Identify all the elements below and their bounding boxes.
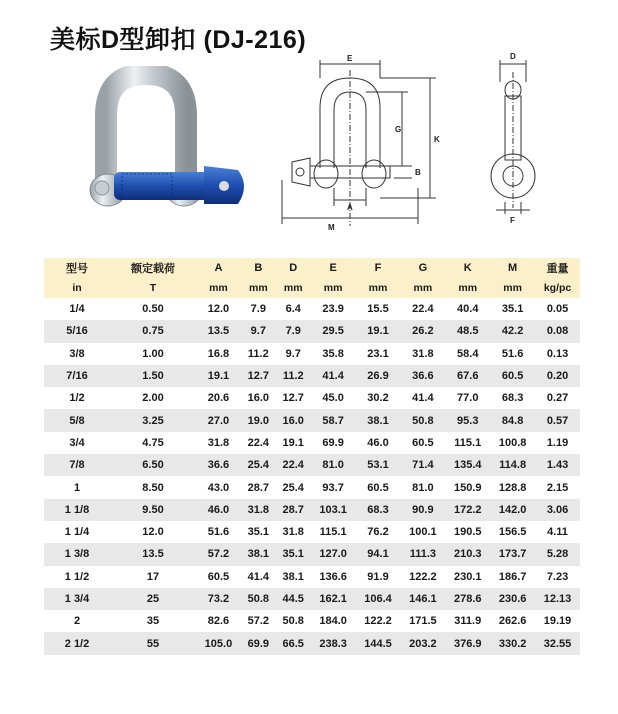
table-cell: 68.3	[356, 499, 401, 521]
table-cell: 6.50	[110, 454, 196, 476]
table-cell: 230.6	[490, 588, 535, 610]
table-cell: 136.6	[319, 570, 347, 583]
table-cell: 31.8	[282, 526, 304, 539]
header-cell: 额定载荷	[110, 258, 196, 278]
header-cell: E	[311, 258, 356, 278]
table-cell: 35.1	[247, 526, 270, 539]
table-cell: 1/4	[69, 303, 85, 316]
table-cell: 4.75	[142, 436, 164, 449]
table-cell: 115.1	[454, 436, 482, 449]
table-cell: 50.8	[282, 615, 304, 628]
table-cell: 330.2	[490, 632, 535, 654]
table-cell: 1/2	[69, 392, 85, 405]
unit-cell: mm	[276, 278, 311, 298]
table-cell: 35.1	[501, 303, 524, 316]
table-body	[44, 298, 580, 655]
table-cell: 23.1	[367, 347, 389, 360]
table-cell: 60.5	[207, 570, 230, 583]
table-cell: 1	[73, 481, 81, 494]
table-cell: 3.06	[535, 499, 580, 521]
table-row	[44, 409, 580, 431]
table-cell: 60.5	[490, 365, 535, 387]
dim-label-g: G	[395, 125, 402, 134]
header-cell: B	[241, 258, 276, 278]
header-cell: M	[490, 258, 535, 278]
table-cell: 35	[146, 615, 160, 628]
table-cell: 58.4	[457, 347, 479, 360]
table-cell: 27.0	[196, 409, 241, 431]
table-cell: 51.6	[501, 347, 524, 360]
table-cell: 45.0	[322, 392, 344, 405]
table-cell: 7.9	[250, 303, 266, 316]
table-cell: 12.7	[282, 392, 304, 405]
table-cell: 150.9	[453, 481, 482, 494]
table-cell: 11.2	[247, 347, 269, 360]
table-header-row	[44, 258, 580, 278]
table-cell: 9.50	[110, 499, 196, 521]
table-cell: 3/8	[69, 347, 85, 360]
table-row	[44, 343, 580, 365]
table-cell: 1 3/4	[44, 588, 110, 610]
unit-cell: mm	[400, 278, 445, 298]
table-cell: 69.9	[322, 436, 344, 449]
table-cell: 16.8	[207, 347, 230, 360]
table-cell: 16.0	[276, 409, 311, 431]
table-cell: 106.4	[356, 588, 401, 610]
table-cell: 9.7	[241, 320, 276, 342]
shackle-side-drawing	[478, 52, 548, 227]
table-cell: 1.19	[546, 436, 569, 449]
dim-label-e: E	[347, 54, 353, 63]
table-cell: 262.6	[498, 615, 527, 628]
table-cell: 69.9	[241, 632, 276, 654]
table-cell: 32.55	[535, 632, 580, 654]
table-cell: 100.1	[409, 526, 437, 539]
dim-label-k: K	[434, 135, 440, 144]
table-cell: 93.7	[322, 481, 344, 494]
table-cell: 9.7	[285, 347, 301, 360]
table-cell: 19.1	[282, 436, 304, 449]
table-cell: 11.2	[276, 365, 311, 387]
table-cell: 13.5	[110, 543, 196, 565]
table-cell: 26.9	[356, 365, 401, 387]
table-cell: 25	[110, 588, 196, 610]
dim-label-m: M	[328, 223, 335, 232]
table-cell: 0.05	[546, 303, 569, 316]
table-cell: 186.7	[498, 570, 527, 583]
table-row	[44, 432, 580, 454]
table-row	[44, 476, 580, 498]
dim-label-b: B	[415, 168, 421, 177]
table-cell: 26.2	[400, 320, 445, 342]
table-cell: 111.3	[400, 543, 445, 565]
table-row	[44, 543, 580, 565]
table-cell: 105.0	[196, 632, 241, 654]
table-cell: 12.0	[207, 303, 230, 316]
table-cell: 68.3	[501, 392, 524, 405]
table-cell: 162.1	[311, 588, 356, 610]
table-cell: 0.57	[535, 409, 580, 431]
table-cell: 31.8	[207, 436, 230, 449]
table-cell: 128.8	[498, 481, 527, 494]
table-cell: 311.9	[454, 615, 482, 628]
table-cell: 38.1	[282, 570, 304, 583]
table-cell: 8.50	[142, 481, 164, 494]
table-cell: 1 1/2	[64, 570, 90, 583]
table-cell: 190.5	[453, 526, 482, 539]
table-row	[44, 387, 580, 409]
table-cell: 76.2	[367, 526, 389, 539]
table-cell: 172.2	[445, 499, 490, 521]
table-cell: 0.75	[110, 320, 196, 342]
table-cell: 41.4	[247, 570, 270, 583]
table-cell: 19.1	[196, 365, 241, 387]
table-row	[44, 499, 580, 521]
table-cell: 5.28	[535, 543, 580, 565]
table-cell: 210.3	[445, 543, 490, 565]
table-row	[44, 566, 580, 588]
table-cell: 127.0	[311, 543, 356, 565]
table-cell: 40.4	[457, 303, 479, 316]
table-cell: 46.0	[367, 436, 389, 449]
table-cell: 55	[110, 632, 196, 654]
table-cell: 0.27	[546, 392, 569, 405]
unit-cell: in	[44, 278, 110, 298]
table-cell: 60.5	[367, 481, 389, 494]
table-cell: 142.0	[490, 499, 535, 521]
header-cell: A	[196, 258, 241, 278]
table-cell: 48.5	[445, 320, 490, 342]
dim-label-d: D	[510, 52, 516, 61]
table-units-row	[44, 278, 580, 298]
table-cell: 15.5	[367, 303, 389, 316]
table-cell: 4.11	[547, 526, 568, 539]
table-cell: 38.1	[356, 409, 401, 431]
table-cell: 28.7	[247, 481, 270, 494]
table-cell: 1.50	[110, 365, 196, 387]
table-cell: 46.0	[196, 499, 241, 521]
unit-cell: T	[110, 278, 196, 298]
table-cell: 71.4	[400, 454, 445, 476]
table-cell: 1.43	[535, 454, 580, 476]
table-cell: 41.4	[412, 392, 434, 405]
table-cell: 278.6	[445, 588, 490, 610]
table-cell: 5/8	[44, 409, 110, 431]
unit-cell: mm	[445, 278, 490, 298]
table-cell: 1 3/8	[44, 543, 110, 565]
table-cell: 35.1	[276, 543, 311, 565]
dim-label-a: A	[347, 203, 353, 212]
table-cell: 66.5	[276, 632, 311, 654]
table-cell: 12.0	[142, 526, 164, 539]
table-cell: 12.7	[241, 365, 276, 387]
table-cell: 0.50	[142, 303, 164, 316]
header-cell: G	[400, 258, 445, 278]
table-cell: 36.6	[400, 365, 445, 387]
table-cell: 19.1	[356, 320, 401, 342]
table-cell: 135.4	[445, 454, 490, 476]
unit-cell: mm	[196, 278, 241, 298]
unit-cell: kg/pc	[535, 278, 580, 298]
table-cell: 7/16	[44, 365, 110, 387]
table-cell: 38.1	[241, 543, 276, 565]
header-cell: K	[445, 258, 490, 278]
header-cell: 重量	[535, 258, 580, 278]
table-cell: 376.9	[445, 632, 490, 654]
table-cell: 41.4	[311, 365, 356, 387]
table-cell: 146.1	[400, 588, 445, 610]
table-cell: 1.00	[142, 347, 164, 360]
table-cell: 173.7	[490, 543, 535, 565]
table-row	[44, 521, 580, 543]
table-row	[44, 632, 580, 654]
table-cell: 91.9	[367, 570, 389, 583]
table-cell: 171.5	[409, 615, 437, 628]
table-cell: 28.7	[276, 499, 311, 521]
table-cell: 43.0	[207, 481, 230, 494]
dim-label-f: F	[510, 216, 515, 225]
table-cell: 2 1/2	[44, 632, 110, 654]
table-cell: 82.6	[207, 615, 230, 628]
table-cell: 0.20	[535, 365, 580, 387]
table-cell: 30.2	[367, 392, 389, 405]
table-cell: 1 1/4	[64, 526, 90, 539]
table-cell: 60.5	[412, 436, 434, 449]
table-cell: 22.4	[412, 303, 434, 316]
table-cell: 94.1	[356, 543, 401, 565]
table-cell: 230.1	[453, 570, 482, 583]
table-cell: 2.00	[142, 392, 164, 405]
table-cell: 95.3	[445, 409, 490, 431]
table-cell: 100.8	[498, 436, 527, 449]
table-cell: 81.0	[412, 481, 434, 494]
table-row	[44, 588, 580, 610]
shackle-photo	[78, 66, 254, 226]
table-cell: 122.2	[364, 615, 392, 628]
table-cell: 50.8	[400, 409, 445, 431]
table-cell: 7/8	[44, 454, 110, 476]
table-cell: 51.6	[207, 526, 230, 539]
table-cell: 36.6	[196, 454, 241, 476]
table-cell: 3.25	[110, 409, 196, 431]
table-cell: 3/4	[69, 436, 85, 449]
table-row	[44, 298, 580, 320]
spec-table	[44, 258, 580, 655]
table-cell: 31.8	[412, 347, 434, 360]
table-cell: 81.0	[311, 454, 356, 476]
table-cell: 12.13	[535, 588, 580, 610]
table-row	[44, 454, 580, 476]
table-cell: 7.9	[276, 320, 311, 342]
table-cell: 156.5	[498, 526, 527, 539]
table-cell: 5/16	[44, 320, 110, 342]
table-cell: 103.1	[311, 499, 356, 521]
table-row	[44, 365, 580, 387]
table-cell: 1 1/8	[44, 499, 110, 521]
header-cell: D	[276, 258, 311, 278]
table-cell: 19.19	[543, 615, 572, 628]
table-cell: 122.2	[409, 570, 437, 583]
table-cell: 22.4	[247, 436, 270, 449]
table-row	[44, 320, 580, 342]
table-cell: 31.8	[241, 499, 276, 521]
table-cell: 16.0	[247, 392, 270, 405]
table-cell: 25.4	[241, 454, 276, 476]
table-cell: 23.9	[322, 303, 344, 316]
table-cell: 77.0	[457, 392, 479, 405]
unit-cell: mm	[490, 278, 535, 298]
table-cell: 84.8	[490, 409, 535, 431]
table-cell: 57.2	[196, 543, 241, 565]
page-title: 美标D型卸扣 (DJ-216)	[50, 26, 307, 54]
table-cell: 0.13	[546, 347, 569, 360]
table-cell: 2	[73, 615, 81, 628]
table-cell: 73.2	[196, 588, 241, 610]
table-cell: 44.5	[276, 588, 311, 610]
table-cell: 25.4	[282, 481, 304, 494]
table-cell: 115.1	[319, 526, 347, 539]
unit-cell: mm	[311, 278, 356, 298]
table-cell: 53.1	[356, 454, 401, 476]
table-cell: 7.23	[546, 570, 569, 583]
header-cell: F	[356, 258, 401, 278]
table-cell: 19.0	[241, 409, 276, 431]
table-cell: 29.5	[311, 320, 356, 342]
table-cell: 57.2	[247, 615, 270, 628]
table-cell: 35.8	[322, 347, 344, 360]
header-cell: 型号	[44, 258, 110, 278]
table-cell: 90.9	[400, 499, 445, 521]
table-cell: 67.6	[445, 365, 490, 387]
table-cell: 2.15	[546, 481, 569, 494]
unit-cell: mm	[356, 278, 401, 298]
table-row	[44, 610, 580, 632]
unit-cell: mm	[241, 278, 276, 298]
table-cell: 17	[146, 570, 160, 583]
table-cell: 50.8	[241, 588, 276, 610]
table-cell: 238.3	[311, 632, 356, 654]
table-cell: 144.5	[356, 632, 401, 654]
table-cell: 0.08	[535, 320, 580, 342]
table-cell: 13.5	[196, 320, 241, 342]
shackle-front-drawing	[262, 50, 462, 235]
table-cell: 20.6	[207, 392, 230, 405]
table-cell: 184.0	[319, 615, 347, 628]
table-cell: 203.2	[400, 632, 445, 654]
table-cell: 114.8	[490, 454, 535, 476]
table-cell: 22.4	[276, 454, 311, 476]
table-cell: 6.4	[285, 303, 301, 316]
table-cell: 42.2	[490, 320, 535, 342]
table-cell: 58.7	[311, 409, 356, 431]
